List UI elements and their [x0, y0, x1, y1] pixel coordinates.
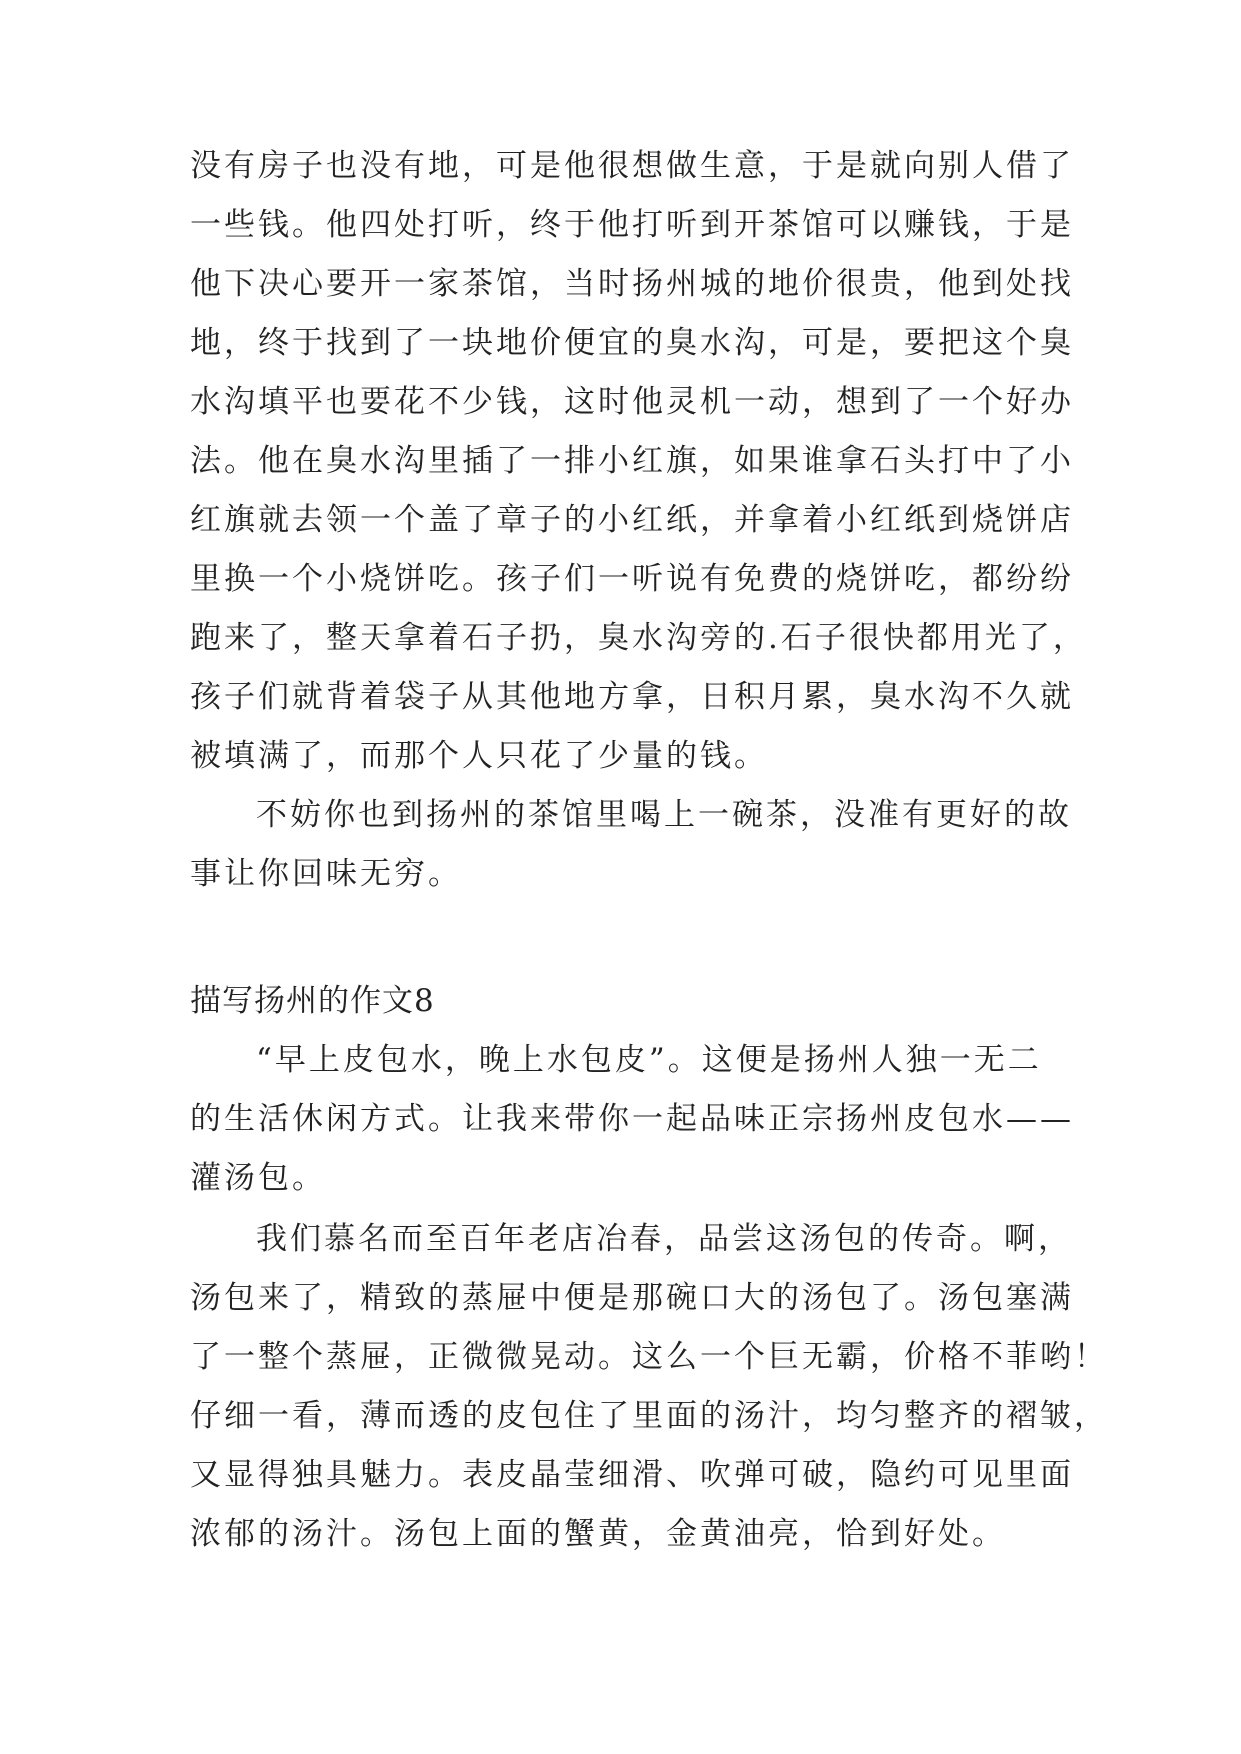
intro-paragraph [190, 1031, 1074, 1208]
text-line: 跑来了，整天拿着石子扔，臭水沟旁的.石子很快都用光了， [190, 620, 1087, 656]
text-line: 了一整个蒸屉，正微微晃动。这么一个巨无霸，价格不菲哟！ [190, 1339, 1108, 1375]
text-line: 他下决心要开一家茶馆，当时扬州城的地价很贵，他到处找 [190, 266, 1074, 302]
text-line: 被填满了，而那个人只花了少量的钱。 [190, 738, 768, 774]
text-line: 又显得独具魅力。表皮晶莹细滑、吹弹可破，隐约可见里面 [190, 1457, 1074, 1493]
text-line: “早上皮包水，晚上水包皮”。这便是扬州人独一无二 [256, 1042, 1042, 1078]
text-line: 里换一个小烧饼吃。孩子们一听说有免费的烧饼吃，都纷纷 [190, 561, 1074, 597]
text-line: 孩子们就背着袋子从其他地方拿，日积月累，臭水沟不久就 [190, 679, 1074, 715]
closing-paragraph [190, 786, 1072, 904]
text-line: 一些钱。他四处打听，终于他打听到开茶馆可以赚钱，于是 [190, 207, 1074, 243]
story-paragraph [190, 137, 1087, 786]
text-line: 没有房子也没有地，可是他很想做生意，于是就向别人借了 [190, 148, 1074, 184]
text-line: 我们慕名而至百年老店冶春，品尝这汤包的传奇。啊， [256, 1221, 1072, 1257]
text-line: 法。他在臭水沟里插了一排小红旗，如果谁拿石头打中了小 [190, 443, 1074, 479]
text-line: 事让你回味无穷。 [190, 856, 462, 892]
tangbao-paragraph [190, 1210, 1108, 1564]
text-line: 红旗就去领一个盖了章子的小红纸，并拿着小红纸到烧饼店 [190, 502, 1074, 538]
text-line: 汤包来了，精致的蒸屉中便是那碗口大的汤包了。汤包塞满 [190, 1280, 1074, 1316]
text-line: 地，终于找到了一块地价便宜的臭水沟，可是，要把这个臭 [190, 325, 1074, 361]
text-line: 水沟填平也要花不少钱，这时他灵机一动，想到了一个好办 [190, 384, 1074, 420]
text-line: 灌汤包。 [190, 1160, 326, 1196]
text-line: 仔细一看，薄而透的皮包住了里面的汤汁，均匀整齐的褶皱， [190, 1398, 1108, 1434]
text-line: 的生活休闲方式。让我来带你一起品味正宗扬州皮包水—— [190, 1101, 1074, 1137]
text-line: 不妨你也到扬州的茶馆里喝上一碗茶，没准有更好的故 [256, 797, 1072, 833]
essay-title: 描写扬州的作文8 [190, 983, 435, 1019]
text-line: 浓郁的汤汁。汤包上面的蟹黄，金黄油亮，恰到好处。 [190, 1516, 1006, 1552]
